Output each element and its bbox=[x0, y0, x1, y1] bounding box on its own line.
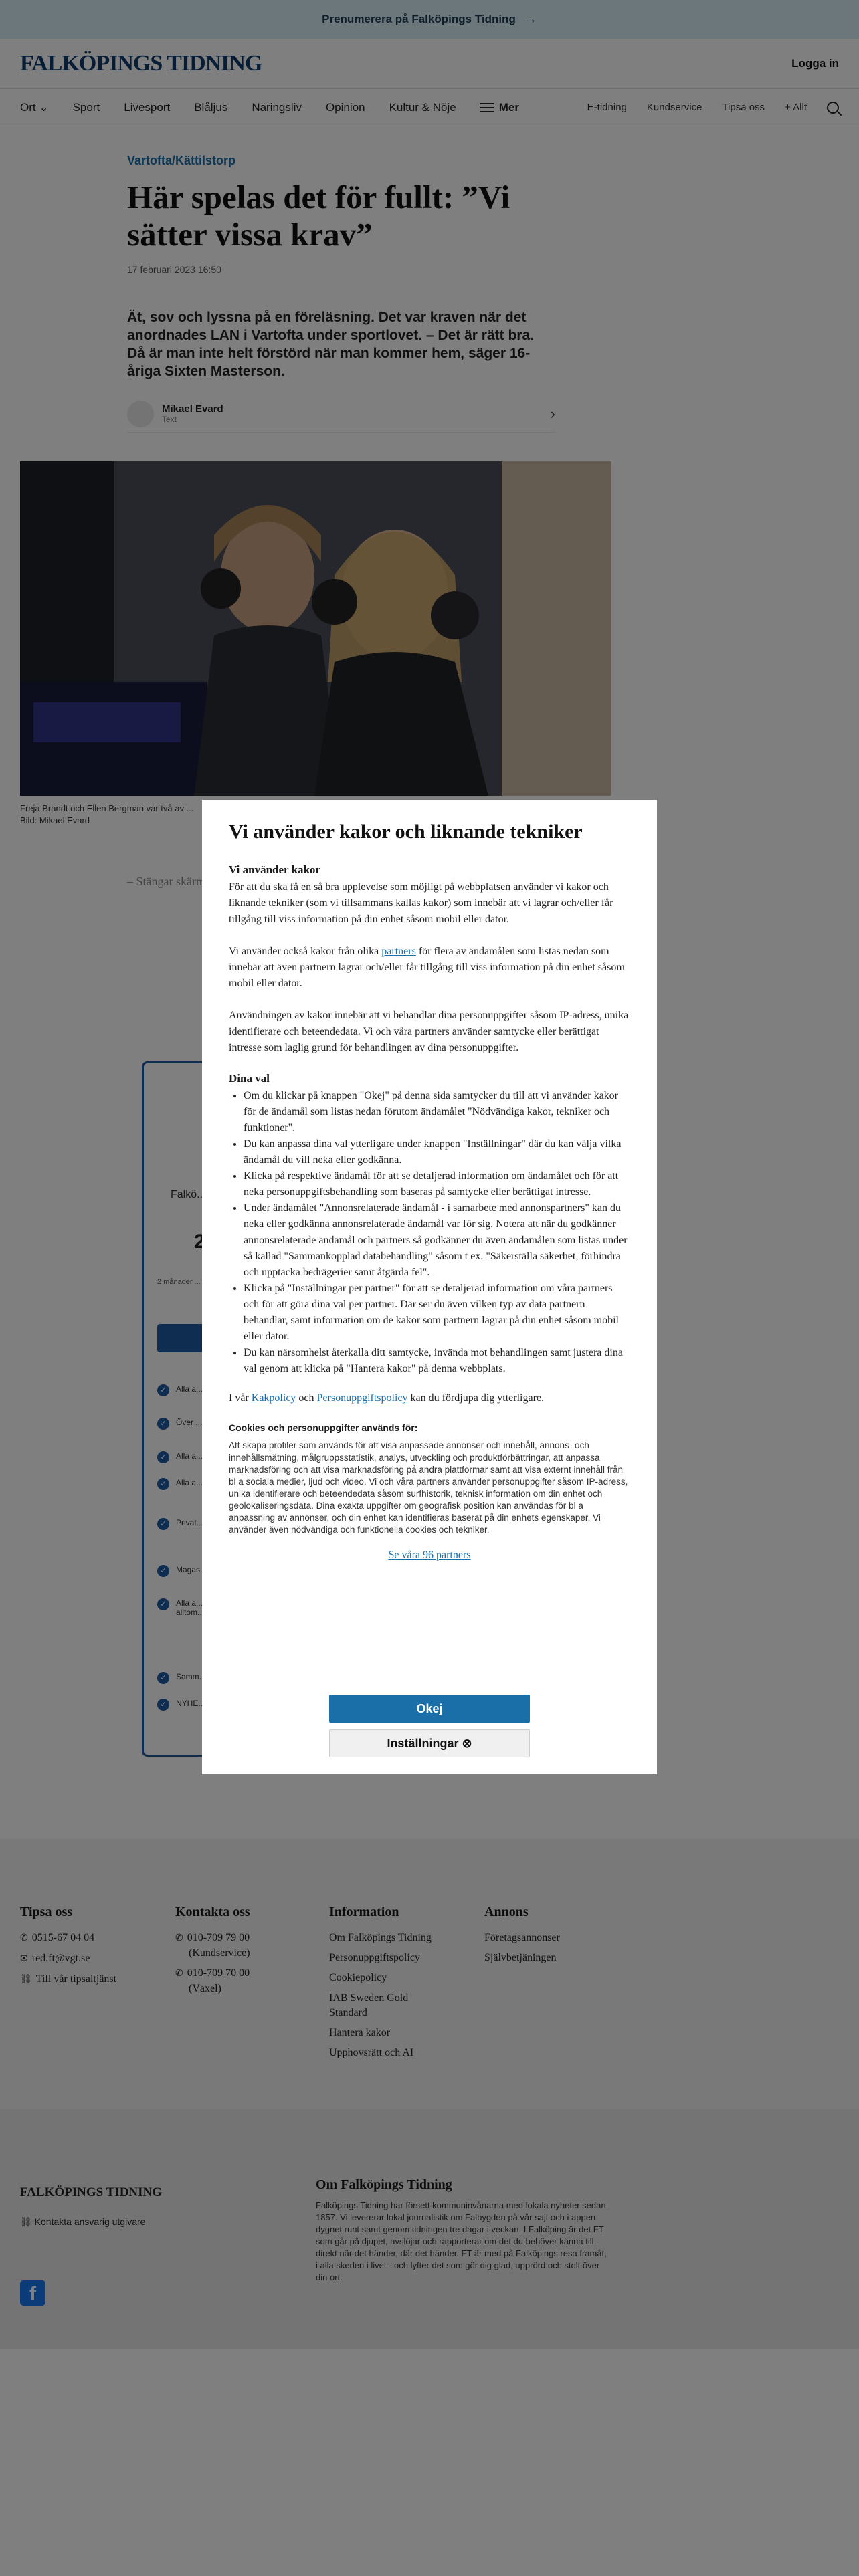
privacy-policy-link[interactable]: Personuppgiftspolicy bbox=[316, 1392, 408, 1404]
dialog-paragraph: Användningen av kakor innebär att vi behandlar dina personuppgifter såsom IP-adress, unika identifierare och beteendedata. Vi och våra partners använder samtycke eller berättigat intresse som laglig grund för behandlingen av dina personuppgifter. bbox=[229, 1010, 629, 1053]
settings-button[interactable]: Inställningar ⊗ bbox=[329, 1729, 530, 1757]
dialog-paragraph: Vi använder också kakor från olika partners för flera av ändamålen som listas nedan som innebär att även partnern lagrar och/eller får tillgång till viss information på din enhet såsom mobil eller dator. bbox=[229, 946, 625, 989]
purposes-text: Att skapa profiler som används för att visa anpassade annonser och innehåll, annons- och innehållsmätning, målgruppsstatistik, analys, utveckling och produktförbättringar, att anpassa marknadsföring och att visa marknadsföring på andra plattformar samt att visa externt innehåll från bl a sociala medier, ljud och video. Vi och våra partners använder personuppgifter såsom IP-adress, unika identifierare och beteendedata såsom surfhistorik, teknisk information om din enhet och geolokaliseringsdata. Dina exakta uppgifter om geografisk position kan användas för bl a anpassning av annonser, och din enhet kan identifieras baserat på din enhets egenskaper. Vi använder även nödvändiga och funktionella cookies och tekniker. bbox=[229, 1440, 628, 1535]
list-item: • Klicka på "Inställningar per partner" för att se detaljerad information om våra partners och för att göra dina val per partner. Där ser du även vilken typ av data partnern behandlar, samt information om de kakor som partnern lagrar på din enhet såsom mobil eller dator. bbox=[244, 1281, 630, 1345]
choices-list bbox=[229, 1088, 630, 1377]
list-item: • Klicka på respektive ändamål för att se detaljerad information om ändamålet och för att neka personuppgiftsbehandling som baseras på samtycke eller berättigat intresse. bbox=[244, 1168, 630, 1200]
ok-button[interactable]: Okej bbox=[329, 1695, 530, 1723]
dialog-paragraph: För att du ska få en så bra upplevelse som möjligt på webbplatsen använder vi kakor och liknande tekniker (som vi tillsammans kallas kakor) som innebär att vi lagrar och/eller får tillgång till viss information på din enhet såsom mobil eller dator. bbox=[229, 881, 613, 925]
list-item: • Om du klickar på knappen "Okej" på denna sida samtycker du till att vi använder kakor för de ändamål som listas nedan förutom ändamålet "Nödvändiga kakor, tekniker och funktioner". bbox=[244, 1088, 630, 1136]
purposes-title: Cookies och personuppgifter används för: bbox=[229, 1422, 418, 1433]
policy-paragraph: I vår Kakpolicy och Personuppgiftspolicy kan du fördjupa dig ytterligare. bbox=[229, 1392, 545, 1404]
list-item: • Under ändamålet "Annonsrelaterade ändamål - i samarbete med annonspartners" kan du neka eller godkänna annonsrelaterade ändamål var för sig. Notera att när du godkänner annonsrelaterade ändamål och partners så godkänner du även ändamålen som listas under så kallad "Sammankopplad databehandling" såsom t ex. "Säkerställa säkerhet, förhindra och upptäcka bedrägerier samt åtgärda fel". bbox=[244, 1200, 630, 1281]
section-title: Dina val bbox=[229, 1072, 270, 1085]
cookie-consent-dialog bbox=[202, 800, 657, 1774]
dialog-title: Vi använder kakor och liknande tekniker bbox=[229, 821, 583, 843]
list-item: • Du kan anpassa dina val ytterligare under knappen "Inställningar" där du kan välja vilka ändamål du vill neka eller godkänna. bbox=[244, 1136, 630, 1168]
see-partners-link[interactable]: Se våra 96 partners bbox=[388, 1549, 471, 1561]
section-title: Vi använder kakor bbox=[229, 863, 320, 876]
cookie-policy-link[interactable]: Kakpolicy bbox=[251, 1392, 296, 1404]
partners-link[interactable]: partners bbox=[381, 946, 416, 957]
list-item: • Du kan närsomhelst återkalla ditt samtycke, invända mot behandlingen samt justera dina val genom att klicka på "Hantera kakor" på denna webbplats. bbox=[244, 1345, 630, 1377]
